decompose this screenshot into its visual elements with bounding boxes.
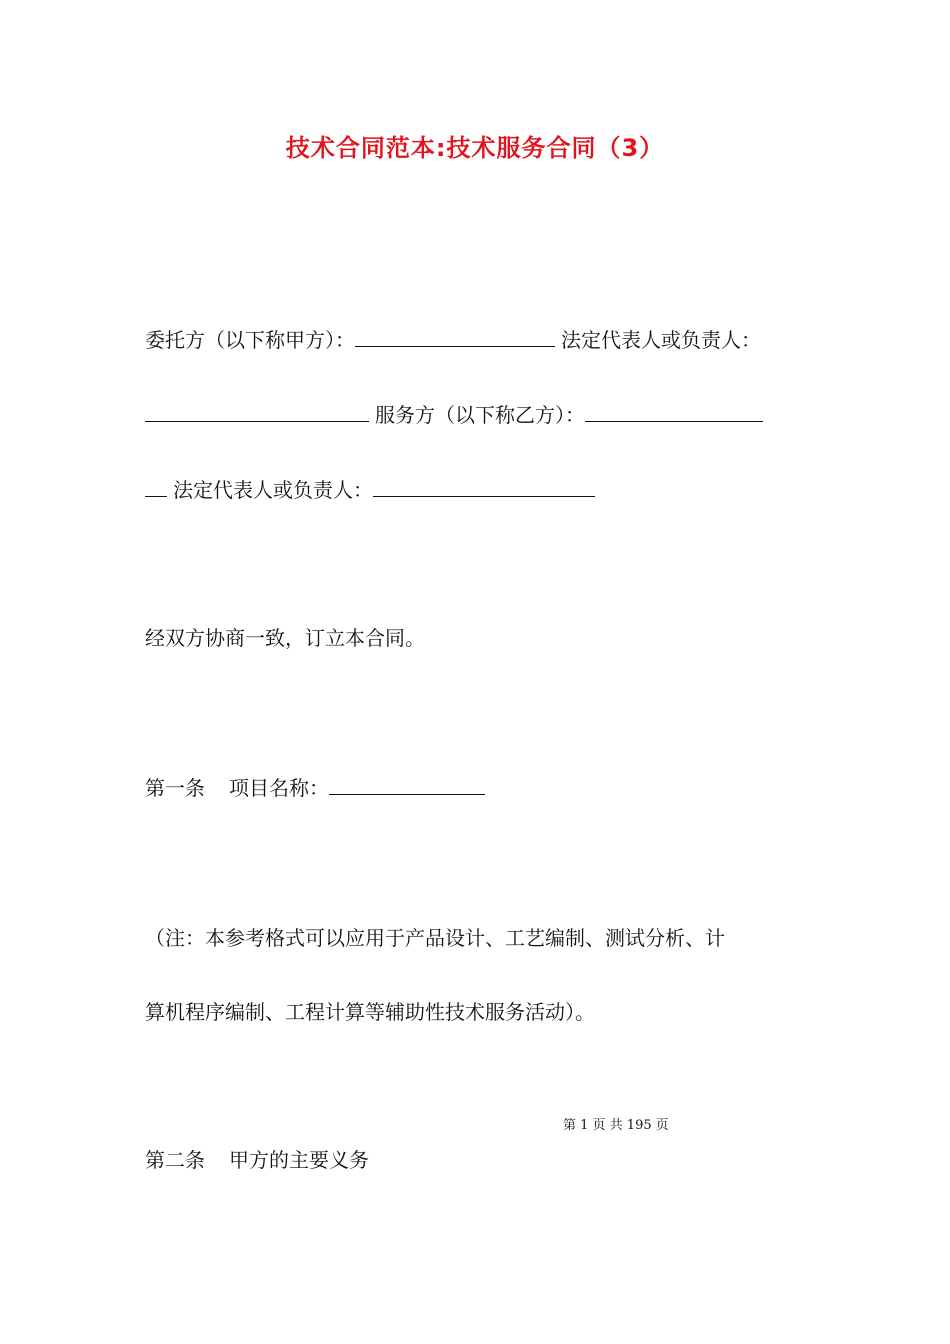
party-line-1 <box>145 326 761 354</box>
article-1-number: 第一条 <box>145 776 205 800</box>
provider-label: 服务方（以下称乙方）： <box>375 403 585 427</box>
provider-name-blank-cont <box>145 476 167 497</box>
note-line-2: 算机程序编制、工程计算等辅助性技术服务活动）。 <box>145 1000 595 1024</box>
provider-rep-blank <box>373 476 595 497</box>
provider-rep-label: 法定代表人或负责人： <box>173 478 373 502</box>
note-line-1: （注：本参考格式可以应用于产品设计、工艺编制、测试分析、计 <box>145 926 725 950</box>
project-name-blank <box>329 774 485 795</box>
article-2-number: 第二条 <box>145 1148 205 1172</box>
document-title: 技术合同范本:技术服务合同（3） <box>285 134 665 162</box>
article-1 <box>145 774 485 802</box>
provider-name-blank <box>585 401 763 422</box>
article-2 <box>145 1146 369 1174</box>
client-rep-blank <box>145 401 369 422</box>
party-line-2 <box>145 401 763 429</box>
agreement-paragraph: 经双方协商一致，订立本合同。 <box>145 626 425 650</box>
article-2-label: 甲方的主要义务 <box>229 1148 369 1172</box>
client-name-blank <box>355 326 555 347</box>
party-line-3 <box>145 476 595 504</box>
client-rep-label: 法定代表人或负责人： <box>561 328 761 352</box>
article-1-label: 项目名称： <box>229 776 329 800</box>
page-footer: 第 1 页 共 195 页 <box>563 1118 669 1133</box>
client-label: 委托方（以下称甲方）： <box>145 328 355 352</box>
